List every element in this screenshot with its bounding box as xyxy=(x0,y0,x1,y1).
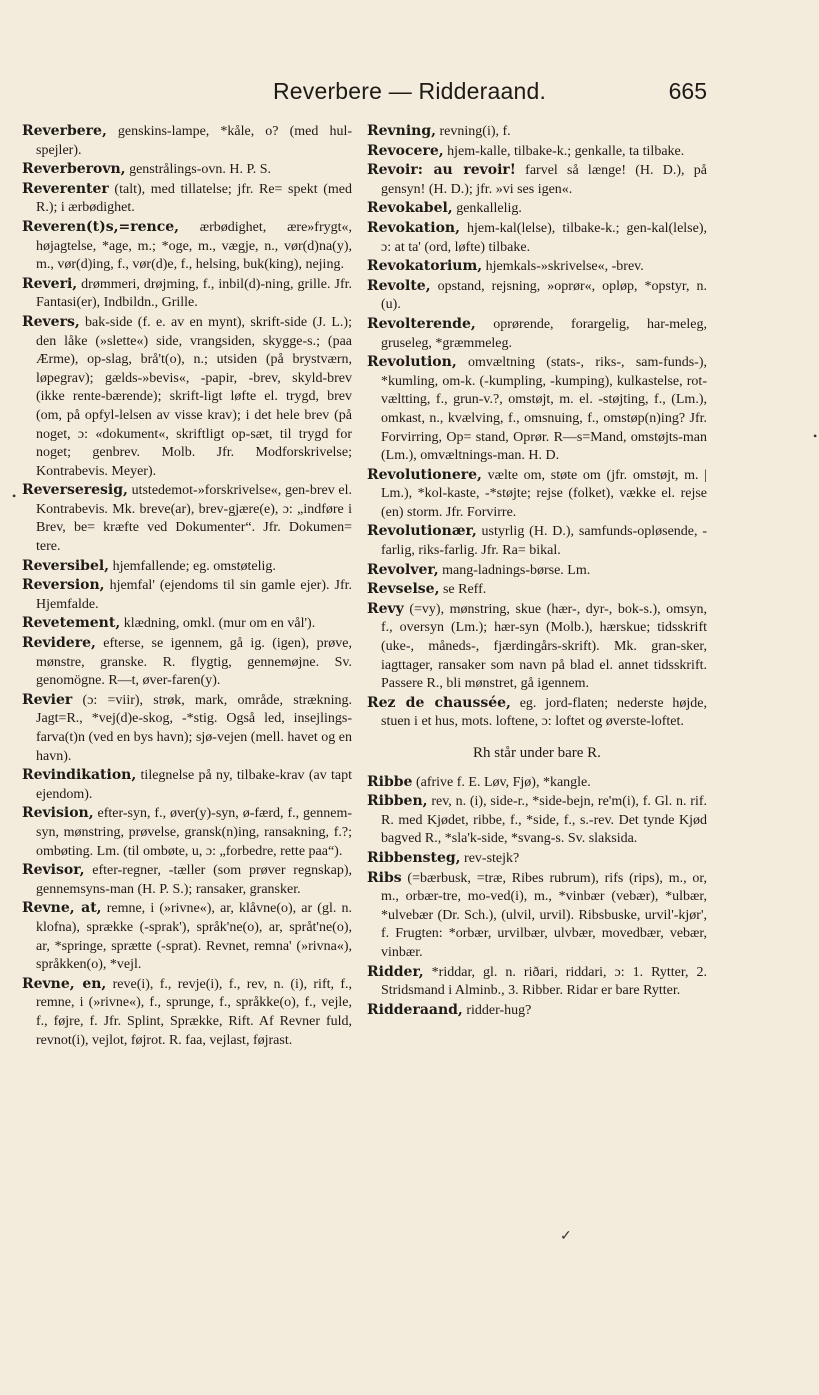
dictionary-entry xyxy=(367,561,707,581)
dictionary-entry xyxy=(22,218,352,275)
dictionary-entry xyxy=(22,557,352,577)
entry-headword: Reveren(t)s,=rence, xyxy=(22,218,180,235)
entry-headword: Reverberovn, xyxy=(22,161,126,178)
section-note: Rh står under bare R. xyxy=(473,745,601,761)
entry-definition: genstrålings-ovn. H. P. S. xyxy=(129,162,272,178)
entry-headword: Revolutionær, xyxy=(367,523,477,540)
entry-definition: (ɔ: =viir), strøk, mark, område, strækning. Jagt=R., *vej(d)e-skog, -*stig. Også led, insejlings-farva(t)n (ved en bys havn); sjø-vejen (mell. havet og en havn). xyxy=(36,692,352,764)
entry-definition: *riddar, gl. n. riðari, riddari, ɔ: 1. Rytter, 2. Stridsmand i Alminb., 3. Ribber. Ridar er bare Rytter. xyxy=(381,964,707,999)
right-column xyxy=(367,122,707,1020)
entry-headword: Revokabel, xyxy=(367,200,453,217)
entry-headword: Revokation, xyxy=(367,219,460,236)
entry-definition: efter-regner, -tæller (som prøver regnskap), gennemsyns-man (H. P. S.); ransaker, gransker. xyxy=(36,863,353,897)
entry-definition: mang-ladnings-børse. Lm. xyxy=(442,562,591,578)
entry-headword: Revolver, xyxy=(367,561,439,578)
page-number: 665 xyxy=(668,78,707,104)
dictionary-entry xyxy=(367,773,707,793)
entry-definition: genskins-lampe, *kåle, o? (med hul-spejler). xyxy=(36,124,353,158)
entry-definition: drømmeri, drøjming, f., inbil(d)-ning, grille. Jfr. Fantasi(er), Indbildn., Grille. xyxy=(36,276,353,311)
entry-headword: Revolution, xyxy=(367,354,457,371)
entry-headword: Reveri, xyxy=(22,275,78,292)
right-column-entries-2 xyxy=(367,773,707,1021)
dictionary-entry xyxy=(22,634,352,691)
entry-definition: farvel så længe! (H. D.), på gensyn! (H. D.); jfr. »vi ses igen«. xyxy=(381,163,707,197)
entry-headword: Revetement, xyxy=(22,615,121,632)
dictionary-entry xyxy=(367,963,707,1001)
dictionary-entry xyxy=(367,353,707,466)
entry-headword: Reverenter xyxy=(22,180,109,197)
running-head: Reverbere — Ridderaand. xyxy=(272,78,547,104)
entry-definition: ærbødighet, ære»frygt«, højagtelse, *age, m.; *oge, m., vægje, n., vør(d)na(y), m., vør(d)ing, f., vør(d)e, f., helsing, buk(king), nejing. xyxy=(36,219,352,273)
entry-headword: Ribbe xyxy=(367,773,413,790)
entry-headword: Revisor, xyxy=(22,862,85,879)
entry-headword: Revokatorium, xyxy=(367,258,483,275)
entry-definition: utstedemot-»forskrivelse«, gen-brev el. Kontrabevis. Mk. breve(ar), brev-gjære(e), ɔ: „indføre i Brev, be= kræfte ved Dokumenter“. Jfr. Dokumen= tere. xyxy=(36,483,353,555)
entry-definition: tilegnelse på ny, tilbake-krav (av tapt ejendom). xyxy=(36,768,353,802)
entry-headword: Revolte, xyxy=(367,277,431,294)
entry-headword: Revolutionere, xyxy=(367,466,482,483)
left-column xyxy=(22,122,352,1050)
entry-definition: hjem-kal(lelse), tilbake-k.; gen-kal(lelse), ɔ: at ta' (ord, løfte) tilbake. xyxy=(381,220,707,255)
entry-headword: Revselse, xyxy=(367,581,440,598)
entry-definition: oprørende, forargelig, har-meleg, gruseleg, *græmmeleg. xyxy=(381,316,707,351)
entry-definition: efter-syn, f., øver(y)-syn, ø-færd, f., gennem-syn, mønstring, prøvelse, gransk(n)ing, ransakning, f.?; ombøting. Lm. (til ombøte, u, ɔ: „forbedre, rette paa“). xyxy=(36,806,352,859)
entry-headword: Ribbensteg, xyxy=(367,849,461,866)
entry-definition: bak-side (f. e. av en mynt), skrift-side (J. L.); den låke (»slette«) side, vrangsiden, skygge-s.; (paa Ærme), op-slag, brå't(o), n.; utsiden (på brystværn, løpegrav); gælds-»bevis«, -papir, -brev, skyld-brev (ikke rente-bærende); skrift-ligt løfte el. trygd, brev (om, på opfyl-lelsen av visse krav); i det hele brev (på noget, ɔ: «dokument«, skriftligt op-sæt, til trygd for noget; genbrev. Molb. Jfr. Modforskrivelse; Kontrabevis. Meyer). xyxy=(36,314,352,479)
dictionary-entry xyxy=(367,1001,707,1021)
dictionary-entry xyxy=(367,466,707,523)
entry-headword: Rez de chaussée, xyxy=(367,694,511,711)
entry-definition: vælte om, støte om (jfr. omstøjt, m. | Lm.), *kol-kaste, -*støjte; rejse (folket), vække el. rejse (en) storm. Jfr. Forvirre. xyxy=(381,467,707,520)
entry-headword: Revocere, xyxy=(367,142,444,159)
entry-definition: ridder-hug? xyxy=(466,1002,532,1018)
dictionary-entry xyxy=(367,600,707,694)
entry-definition: (afrive f. E. Løv, Fjø), *kangle. xyxy=(415,774,591,790)
dictionary-entry xyxy=(22,160,352,180)
entry-headword: Reversion, xyxy=(22,577,105,594)
dictionary-entry xyxy=(367,522,707,560)
dictionary-entry xyxy=(367,122,707,142)
dictionary-entry xyxy=(367,580,707,600)
dictionary-entry xyxy=(22,275,352,313)
entry-definition: eg. jord-flaten; nederste højde, stuen i et hus, mots. loftene, ɔ: loftet og øverste-loftet. xyxy=(381,695,708,730)
dictionary-entry xyxy=(367,161,707,199)
entry-definition: opstand, rejsning, »oprør«, opløp, *opstyr, n. (u). xyxy=(381,278,707,313)
dictionary-entry xyxy=(367,142,707,162)
entry-headword: Reversibel, xyxy=(22,557,110,574)
entry-headword: Revne, en, xyxy=(22,975,107,992)
entry-definition: genkallelig. xyxy=(456,201,522,217)
dictionary-entry xyxy=(22,122,352,160)
margin-mark-right: • xyxy=(813,429,818,443)
entry-definition: (=vy), mønstring, skue (hær-, dyr-, bok-s.), omsyn, f., oversyn (Lm.); hær-syn (Molb.), hærskue; tidsskrift (uke-, måneds-, fjærdingårs-skrift). Mk. gran-sker, iagttager, ransaker som navn på blad el. annet tidsskrift. Passere R., bli mønstret, gå igennem. xyxy=(381,601,707,692)
dictionary-entry xyxy=(22,899,352,974)
dictionary-entry xyxy=(367,792,707,849)
entry-definition: hjemkals-»skrivelse«, -brev. xyxy=(485,259,644,275)
entry-headword: Ribs xyxy=(367,869,402,886)
dictionary-entry xyxy=(22,975,352,1050)
entry-headword: Revy xyxy=(367,600,404,617)
dictionary-entry xyxy=(367,869,707,963)
entry-definition: rev-stejk? xyxy=(464,850,520,866)
entry-definition: rev, n. (i), side-r., *side-bejn, re'm(i), f. Gl. n. rif. R. med Kjødet, ribbe, f., *side, f., s.-rev. Det tynde Kjød bagved R., *sla'k-side, *svang-s. Sv. slaksida. xyxy=(381,794,708,847)
entry-headword: Revolterende, xyxy=(367,315,476,332)
entry-definition: revning(i), f. xyxy=(439,124,511,139)
dictionary-entry xyxy=(22,180,352,218)
dictionary-entry xyxy=(22,804,352,861)
entry-headword: Revindikation, xyxy=(22,767,137,784)
entry-definition: ustyrlig (H. D.), samfunds-opløsende, -farlig, riks-farlig. Jfr. Ra= bikal. xyxy=(381,524,707,559)
dictionary-entry xyxy=(22,481,352,556)
entry-headword: Reverseresig, xyxy=(22,482,128,499)
dictionary-entry xyxy=(367,257,707,277)
dictionary-entry xyxy=(22,313,352,481)
end-mark: ✓ xyxy=(560,1229,572,1244)
dictionary-entry xyxy=(367,199,707,219)
entry-headword: Revidere, xyxy=(22,635,96,652)
dictionary-entry xyxy=(22,861,352,899)
entry-headword: Revoir: au revoir! xyxy=(367,162,516,179)
dictionary-entry xyxy=(367,277,707,315)
margin-mark: • xyxy=(12,489,17,503)
entry-headword: Revning, xyxy=(367,123,437,139)
entry-definition: remne, i (»rivne«), ar, klåvne(o), ar (gl. n. klofna), sprække (-sprak'), språk'ne(o), ar, språt'ne(o), ar, *springe, sprætte (-sprat). Revnet, remna' (»rivna«), språkken(o), *vejl. xyxy=(36,901,352,973)
right-column-entries xyxy=(367,122,707,732)
dictionary-entry xyxy=(367,315,707,353)
dictionary-entry xyxy=(22,691,352,766)
page-header xyxy=(0,78,819,108)
entry-definition: efterse, se igennem, gå ig. (igen), prøve, mønstre, granske. R. flygtig, gennemøjne. Sv. genomögne. R—t, øver-faren(y). xyxy=(36,636,352,689)
dictionary-entry xyxy=(367,694,707,732)
dictionary-entry xyxy=(22,576,352,614)
dictionary-entry xyxy=(367,219,707,257)
dictionary-entry xyxy=(22,766,352,804)
entry-definition: se Reff. xyxy=(442,582,487,598)
entry-headword: Ridder, xyxy=(367,963,424,980)
entry-headword: Revers, xyxy=(22,313,80,330)
entry-definition: omvæltning (stats-, riks-, sam-funds-), *kumling, om-k. (-kumpling, -kumping), kulkastelse, rot-væltting, f., grun-v.?, omstøjt, m. el. -støjting, f., (Lm.), omkast, n., kvælving, f., omsnuing, f., omstøp(n)ing? Jfr. Forvirring, Op= stand, Oprør. R—s=Mand, omstøjts-man (Lm.), omvæltnings-man. H. D. xyxy=(381,355,708,464)
entry-headword: Ribben, xyxy=(367,793,428,810)
entry-definition: (talt), med tillatelse; jfr. Re= spekt (med R.); i ærbødighet. xyxy=(36,181,352,216)
entry-headword: Ridderaand, xyxy=(367,1001,463,1018)
entry-definition: hjemfal' (ejendoms til sin gamle ejer). Jfr. Hjemfalde. xyxy=(36,578,352,612)
entry-headword: Revier xyxy=(22,691,73,708)
entry-headword: Reverbere, xyxy=(22,123,107,139)
entry-definition: reve(i), f., revje(i), f., rev, n. (i), rift, f., remne, i (»rivne«), f., sprunge, f., språkke(o), f., vejle, f., føjre, f. Jfr. Splint, Sprække, Rift. Af Revner fuld, revnot(i), vejlot, føjrot. R. faa, vejlast, føjrast. xyxy=(36,976,352,1048)
entry-definition: (=bærbusk, =træ, Ribes rubrum), rifs (rips), m., or, m., orbær-tre, mo-ved(i), m., *vinbær (vebær), *ulbær, *ulvebær (Dr. Sch.), (ulvil, urvil). Ribsbuske, urvil'-kjør', f. Frugten: *orbær, urvilbær, ulvbær, movedbær, vebær, vinbær. xyxy=(381,870,707,960)
dictionary-entry xyxy=(22,614,352,634)
entry-definition: klædning, omkl. (mur om en vål'). xyxy=(123,616,316,632)
dictionary-entry xyxy=(367,849,707,869)
entry-headword: Revne, at, xyxy=(22,900,102,917)
entry-definition: hjem-kalle, tilbake-k.; genkalle, ta tilbake. xyxy=(447,143,685,159)
entry-headword: Revision, xyxy=(22,805,94,822)
entry-definition: hjemfallende; eg. omstøtelig. xyxy=(112,558,276,574)
